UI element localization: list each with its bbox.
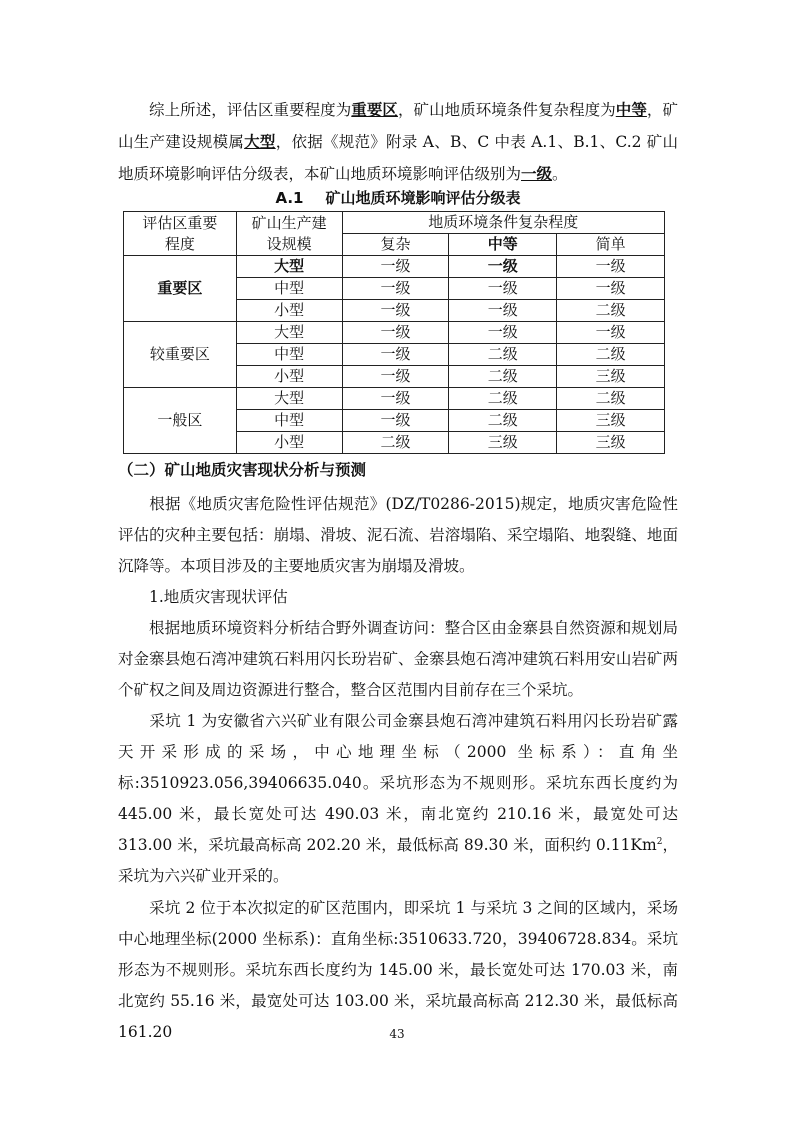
table-header-row-1	[124, 212, 665, 234]
pit2-text: 采坑 2 位于本次拟定的矿区范围内，即采坑 1 与采坑 3 之间的区域内，采场中心地理坐标(2000 坐标系)：直角坐标:3510633.720，39406728.834。采坑形态为不规则形。采坑东西长度约为 145.00 米，最长宽处可达 170.03 米，南北宽约 55.16 米，最宽处可达 103.00 米，采坑最高标高 212.30 米，最低标高 161.20	[118, 899, 678, 1041]
grade-cell: 一级	[342, 300, 449, 322]
pit1-paragraph	[118, 706, 678, 892]
grade-cell: 一级	[342, 322, 449, 344]
grade-cell: 二级	[342, 432, 449, 454]
intro-scale: 大型	[244, 132, 276, 151]
grade-cell: 一级	[342, 388, 449, 410]
header-importance-line1: 评估区重要	[142, 213, 218, 232]
section-heading: （二）矿山地质灾害现状分析与预测	[118, 461, 367, 479]
header-scale	[236, 212, 342, 256]
intro-text-3: ，矿山生产建设规模属	[118, 101, 678, 151]
grade-cell: 一级	[557, 278, 665, 300]
grade-cell: 三级	[449, 432, 557, 454]
grade-cell: 二级	[449, 388, 557, 410]
grade-cell: 三级	[557, 432, 665, 454]
intro-complexity: 中等	[615, 100, 647, 119]
pit1-text: 采坑 1 为安徽省六兴矿业有限公司金寨县炮石湾冲建筑石料用闪长玢岩矿露天开采形成的采场，中心地理坐标（2000 坐标系）：直角坐标:3510923.056,39406635.040。采坑形态为不规则形。采坑东西长度约为445.00 米，最长宽处可达 490.03 米，南北宽约 210.16 米，最宽处可达 313.00 米，采坑最高标高 202.20 米，最低标高 89.30 米，面积约 0.11Km	[118, 712, 678, 854]
intro-paragraph	[118, 94, 678, 190]
grade-cell: 一级	[342, 366, 449, 388]
table-row	[124, 322, 665, 344]
assessment-grade-table	[123, 211, 665, 454]
grade-cell: 三级	[557, 366, 665, 388]
scale-cell: 小型	[236, 300, 342, 322]
table-row	[124, 256, 665, 278]
grade-cell: 一级	[557, 322, 665, 344]
grade-cell: 二级	[557, 344, 665, 366]
grade-cell: 一级	[342, 256, 449, 278]
grade-cell: 一级	[449, 256, 557, 278]
grade-cell: 三级	[557, 410, 665, 432]
intro-text-4: ，依据《规范》附录 A、B、C 中表 A.1、B.1、C.2 矿山地质环境影响评估分级表，本矿山地质环境影响评估级别为	[118, 133, 678, 183]
header-simple: 简单	[557, 234, 665, 256]
scale-cell: 大型	[236, 256, 342, 278]
area-cell: 较重要区	[124, 322, 237, 388]
header-scale-line1: 矿山生产建	[251, 213, 327, 232]
table-row	[124, 388, 665, 410]
grade-cell: 一级	[342, 344, 449, 366]
grade-cell: 一级	[449, 322, 557, 344]
pit1-superscript: 2	[656, 836, 663, 847]
grade-cell: 一级	[557, 256, 665, 278]
area-cell: 一般区	[124, 388, 237, 454]
intro-text-1: 综上所述，评估区重要程度为	[149, 101, 352, 119]
grade-cell: 一级	[342, 410, 449, 432]
header-scale-line2: 设规模	[266, 234, 312, 253]
survey-text: 根据地质环境资料分析结合野外调查访问：整合区由金寨县自然资源和规划局对金寨县炮石湾冲建筑石料用闪长玢岩矿、金寨县炮石湾冲建筑石料用安山岩矿两个矿权之间及周边资源进行整合，整合区范围内目前存在三个采坑。	[118, 619, 678, 699]
grade-cell: 二级	[449, 344, 557, 366]
table-number: A.1	[275, 189, 304, 207]
table-caption	[118, 188, 678, 208]
grade-cell: 二级	[449, 366, 557, 388]
survey-paragraph	[118, 613, 678, 706]
grade-cell: 一级	[449, 278, 557, 300]
grade-cell: 二级	[557, 388, 665, 410]
intro-importance: 重要区	[351, 100, 398, 119]
scale-cell: 小型	[236, 366, 342, 388]
scale-cell: 中型	[236, 278, 342, 300]
grade-cell: 一级	[342, 278, 449, 300]
grade-cell: 二级	[449, 410, 557, 432]
scale-cell: 大型	[236, 322, 342, 344]
scale-cell: 中型	[236, 344, 342, 366]
scale-cell: 小型	[236, 432, 342, 454]
grade-cell: 二级	[557, 300, 665, 322]
page-number: 43	[389, 1027, 405, 1041]
grade-cell: 一级	[449, 300, 557, 322]
intro-level: 一级	[521, 164, 553, 183]
scale-cell: 大型	[236, 388, 342, 410]
header-importance-line2: 程度	[164, 234, 195, 253]
header-complexity: 地质环境条件复杂程度	[342, 212, 664, 234]
header-complex: 复杂	[342, 234, 449, 256]
subheading-text: 1.地质灾害现状评估	[149, 588, 288, 606]
area-cell: 重要区	[124, 256, 237, 322]
subheading-paragraph	[118, 582, 678, 613]
intro-text-2: ，矿山地质环境条件复杂程度为	[397, 101, 616, 119]
intro-text-5: 。	[552, 165, 568, 183]
hazard-norm-text: 根据《地质灾害危险性评估规范》(DZ/T0286-2015)规定，地质灾害危险性评估的灾种主要包括：崩塌、滑坡、泥石流、岩溶塌陷、采空塌陷、地裂缝、地面沉降等。本项目涉及的主要地质灾害为崩塌及滑坡。	[118, 495, 678, 575]
pit2-paragraph	[118, 893, 678, 1048]
hazard-norm-paragraph	[118, 489, 678, 582]
header-importance	[124, 212, 237, 256]
scale-cell: 中型	[236, 410, 342, 432]
header-medium: 中等	[449, 234, 557, 256]
table-title: 矿山地质环境影响评估分级表	[325, 189, 521, 207]
pit1-tail: ，采坑为六兴矿业开采的。	[118, 836, 678, 885]
